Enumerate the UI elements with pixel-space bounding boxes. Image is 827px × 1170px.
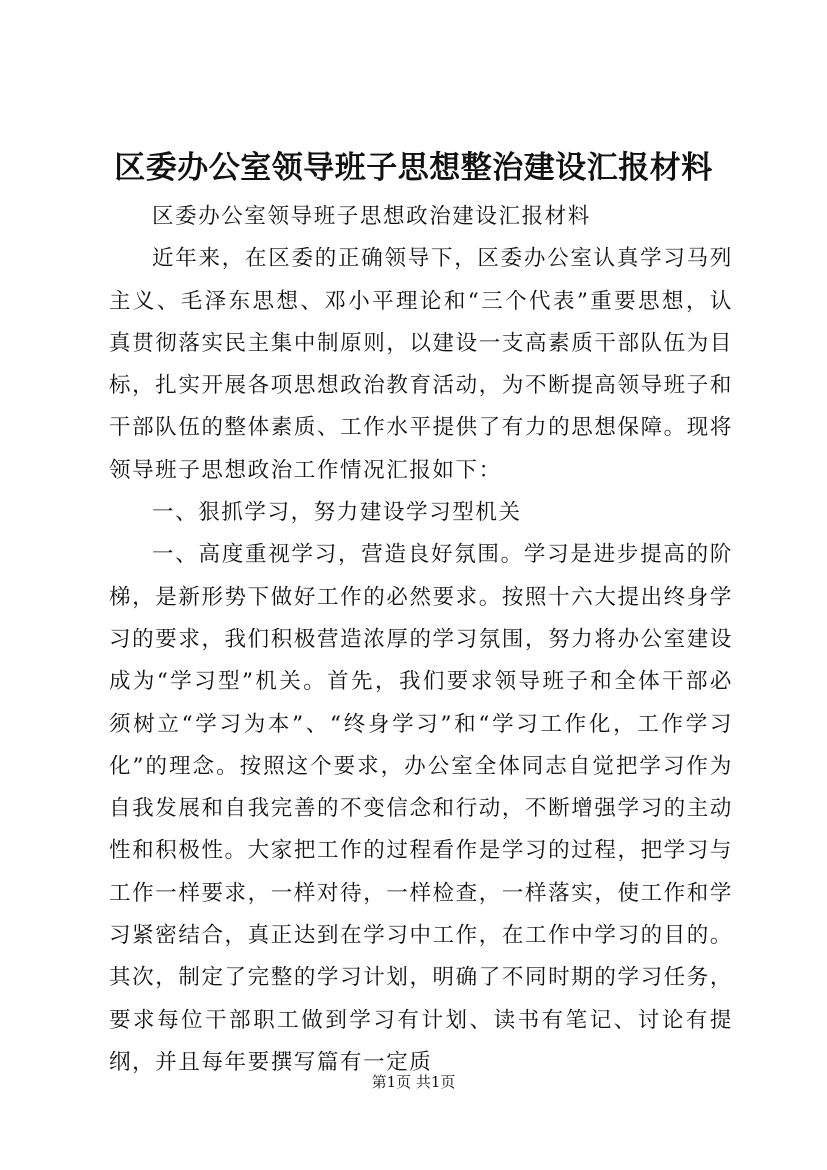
page-footer: 第1页 共1页 [371, 1073, 456, 1091]
section-heading: 一、狠抓学习，努力建设学习型机关 [152, 500, 522, 526]
subtitle-paragraph: 区委办公室领导班子思想政治建设汇报材料 [152, 204, 591, 229]
document-body [109, 196, 733, 1084]
intro-paragraph: 近年来，在区委的正确领导下，区委办公室认真学习马列主义、毛泽东思想、邓小平理论和“三个代表”重要思想，认真贯彻落实民主集中制原则，以建设一支高素质干部队伍为目标，扎实开展各项思想政治教育活动，为不断提高领导班子和干部队伍的整体素质、工作水平提供了有力的思想保障。现将领导班子思想政治工作情况汇报如下： [109, 246, 733, 483]
body-paragraph: 一、高度重视学习，营造良好氛围。学习是进步提高的阶梯，是新形势下做好工作的必然要求。按照十六大提出终身学习的要求，我们积极营造浓厚的学习氛围，努力将办公室建设成为“学习型”机关。首先，我们要求领导班子和全体干部必须树立“学习为本”、“终身学习”和“学习工作化，工作学习化”的理念。按照这个要求，办公室全体同志自觉把学习作为自我发展和自我完善的不变信念和行动，不断增强学习的主动性和积极性。大家把工作的过程看作是学习的过程，把学习与工作一样要求，一样对待，一样检查，一样落实，使工作和学习紧密结合，真正达到在学习中工作，在工作中学习的目的。其次，制定了完整的学习计划，明确了不同时期的学习任务，要求每位干部职工做到学习有计划、读书有笔记、讨论有提纲，并且每年要撰写篇有一定质 [109, 542, 733, 1075]
document-title: 区委办公室领导班子思想整治建设汇报材料 [114, 150, 713, 186]
